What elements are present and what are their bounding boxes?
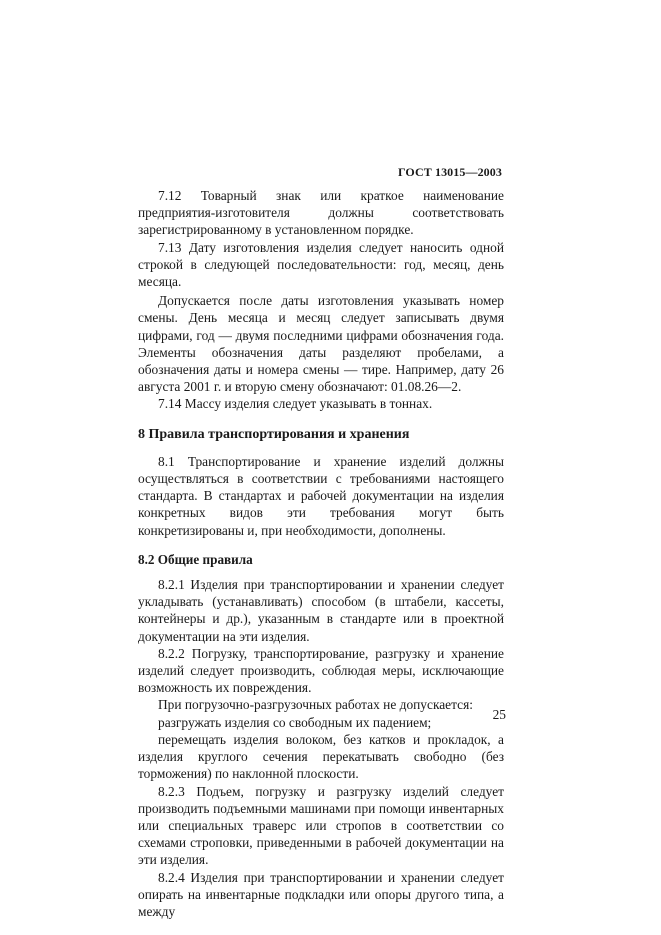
paragraph-8-1: 8.1 Транспортирование и хранение изделий должны осуществляться в соответствии с требованиями настоящего стандарта. В стандартах и рабочей документации на изделия конкретных видов эти требования могут быть конкретизированы и, при необходимости, дополнены. (138, 453, 504, 538)
paragraph-7-13: 7.13 Дату изготовления изделия следует наносить одной строкой в следующей последовательности: год, месяц, день месяца. (138, 239, 504, 290)
page-number: 25 (492, 707, 506, 722)
paragraph-8-2-2-item-1: разгружать изделия со свободным их падением; (158, 714, 432, 730)
paragraph-8-2-4: 8.2.4 Изделия при транспортировании и хранении следует опирать на инвентарные подкладки или опоры другого типа, а между (138, 869, 504, 919)
paragraph-8-2-2: 8.2.2 Погрузку, транспортирование, разгрузку и хранение изделий следует производить, соблюдая меры, исключающие возможность их повреждения. (138, 645, 504, 696)
paragraph-8-2-2-item-2: перемещать изделия волоком, без катков и прокладок, а изделия круглого сечения перекатывать свободно (без торможения) по наклонной плоскости. (138, 731, 504, 782)
paragraph-8-2-1: 8.2.1 Изделия при транспортировании и хранении следует укладывать (устанавливать) способом (в штабели, кассеты, контейнеры и др.), указанным в стандарте или в проектной документации на эти изделия. (138, 577, 504, 644)
paragraph-8-2-3: 8.2.3 Подъем, погрузку и разгрузку изделий следует производить подъемными машинами при помощи инвентарных или специальных траверс или стропов в соответствии со схемами строповки, приведенными в рабочей документации на эти изделия. (138, 783, 504, 868)
section-8-title: 8 Правила транспортирования и хранения (138, 426, 410, 442)
paragraph-7-14: 7.14 Массу изделия следует указывать в тоннах. (158, 396, 433, 412)
document-body (138, 187, 504, 920)
paragraph-7-13-date-format: Допускается после даты изготовления указывать номер смены. День месяца и месяц следует записывать двумя цифрами, год — двумя последними цифрами обозначения года. Элементы обозначения даты разделяют пробелами, а обозначения даты и номера смены — тире. Например, дату 26 августа 2001 г. и вторую смену обозначают: 01.08.26—2. (138, 293, 504, 395)
paragraph-8-2-2-restrictions: При погрузочно-разгрузочных работах не допускается: (158, 697, 473, 713)
section-8-2-title: 8.2 Общие правила (138, 551, 253, 567)
document-code-header: ГОСТ 13015—2003 (398, 165, 502, 179)
paragraph-7-12: 7.12 Товарный знак или краткое наименование предприятия-изготовителя должны соответствовать зарегистрированному в установленном порядке. (138, 188, 504, 238)
